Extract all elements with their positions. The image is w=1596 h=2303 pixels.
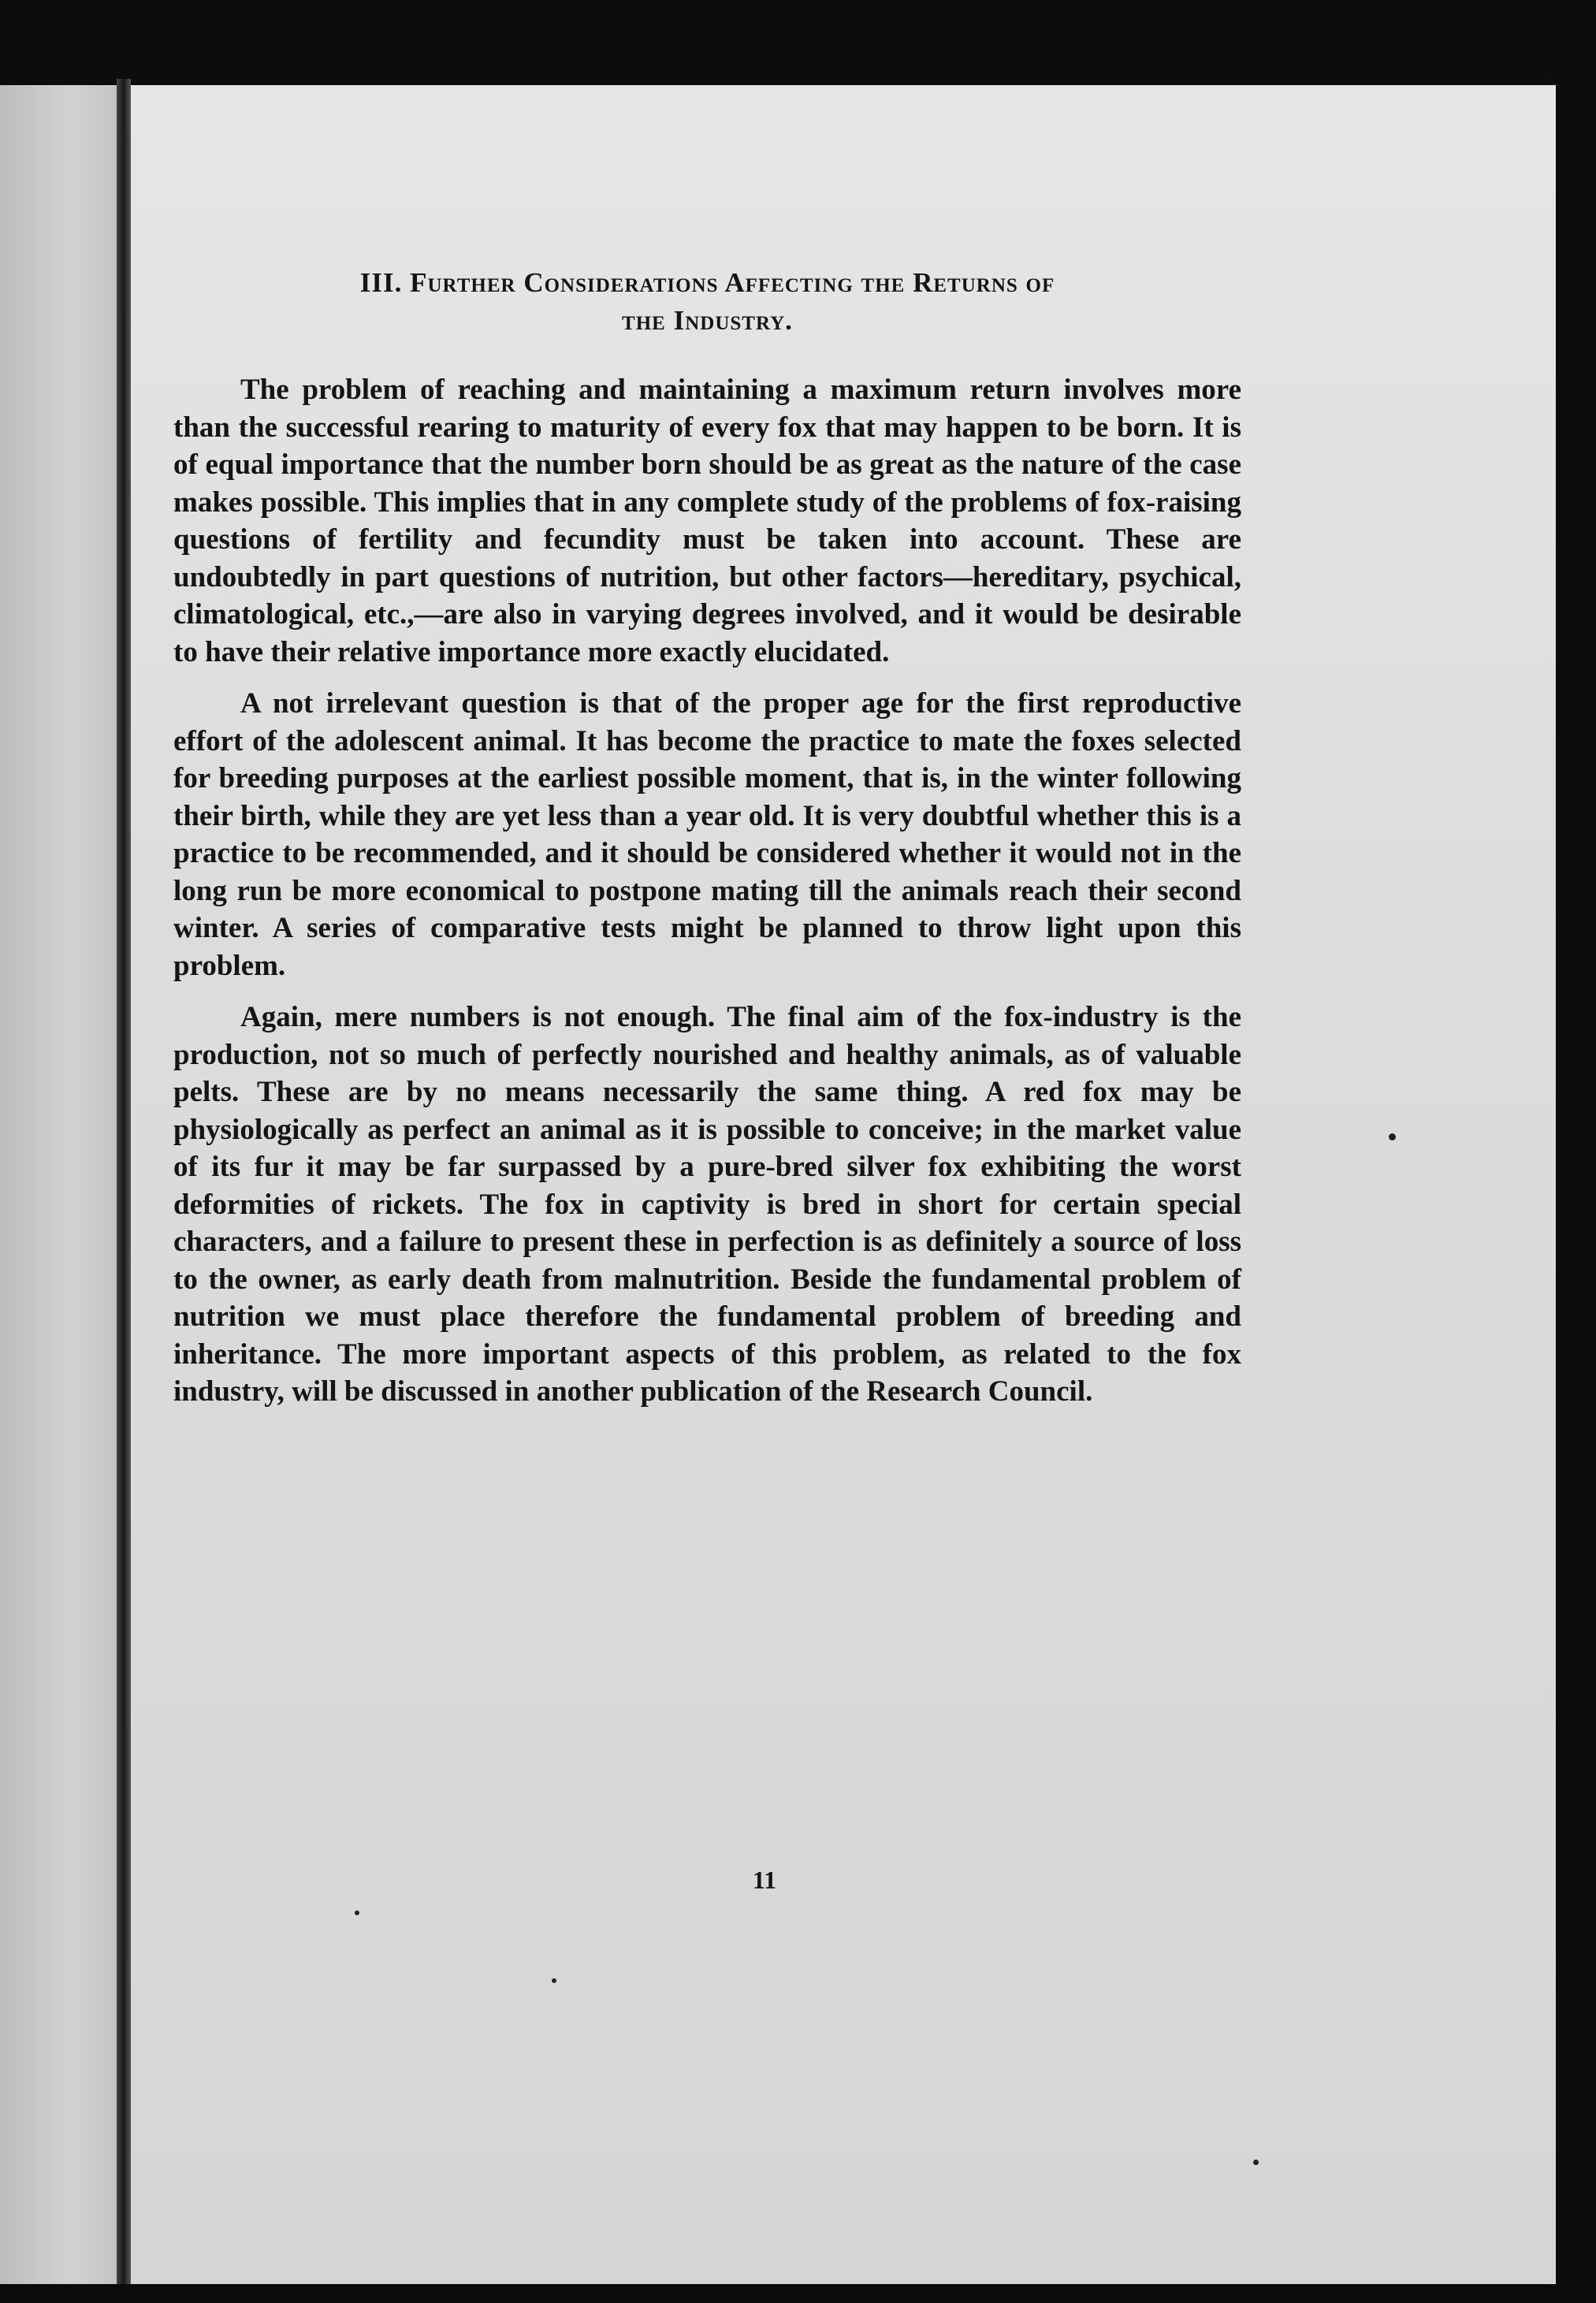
paragraph-3: Again, mere numbers is not enough. The final aim of the fox-industry is the production, not so much of perfectly nourished and healthy animals, as of valuable pelts. These are by no means necessarily the same thing. A red fox may be physiologically as perfect an animal as it is possible to conceive; in the market value of its fur it may be far surpassed by a pure-bred silver fox exhibiting the worst deformities of rickets. The fox in captivity is bred in short for certain special characters, and a failure to present these in perfection is as definitely a source of loss to the owner, as early death from malnutrition. Beside the fundamental problem of nutrition we must place therefore the fundamental problem of breeding and inheritance. The more important aspects of this problem, as related to the fox industry, will be discussed in another publication of the Research Council. — [173, 1001, 1241, 1408]
bottom-border — [0, 2284, 1596, 2303]
book-gutter — [117, 79, 131, 2286]
section-heading-line-2: the Industry. — [622, 305, 793, 336]
section-heading — [173, 264, 1241, 340]
ink-speck — [552, 1978, 556, 1983]
paragraph-1: The problem of reaching and maintaining a maximum return involves more than the successful rearing to maturity of every fox that may happen to be born. It is of equal importance that the number born should be as great as the nature of the case makes possible. This implies that in any complete study of the problems of fox-raising questions of fertility and fecundity must be taken into account. These are undoubtedly in part questions of nutrition, but other factors—hereditary, psychical, climatological, etc.,—are also in varying degrees involved, and it would be desirable to have their relative importance more exactly elucidated. — [173, 374, 1241, 668]
ink-speck — [1389, 1133, 1396, 1140]
page-body — [173, 264, 1241, 1425]
ink-speck — [1253, 2160, 1259, 2165]
right-border — [1556, 79, 1596, 2303]
paragraph-2: A not irrelevant question is that of the proper age for the first reproductive effort of the adolescent animal. It has become the practice to mate the foxes selected for breeding purposes at the earliest possible moment, that is, in the winter following their birth, while they are yet less than a year old. It is very doubtful whether this is a practice to be recommended, and it should be considered whether it would not in the long run be more economical to postpone mating till the animals reach their second winter. A series of comparative tests might be planned to throw light upon this problem. — [173, 687, 1241, 982]
page-number: 11 — [752, 1866, 777, 1894]
facing-page-edge — [0, 85, 117, 2284]
ink-speck — [355, 1910, 359, 1915]
section-heading-line-1: III. Further Considerations Affecting the Returns of — [359, 267, 1055, 298]
